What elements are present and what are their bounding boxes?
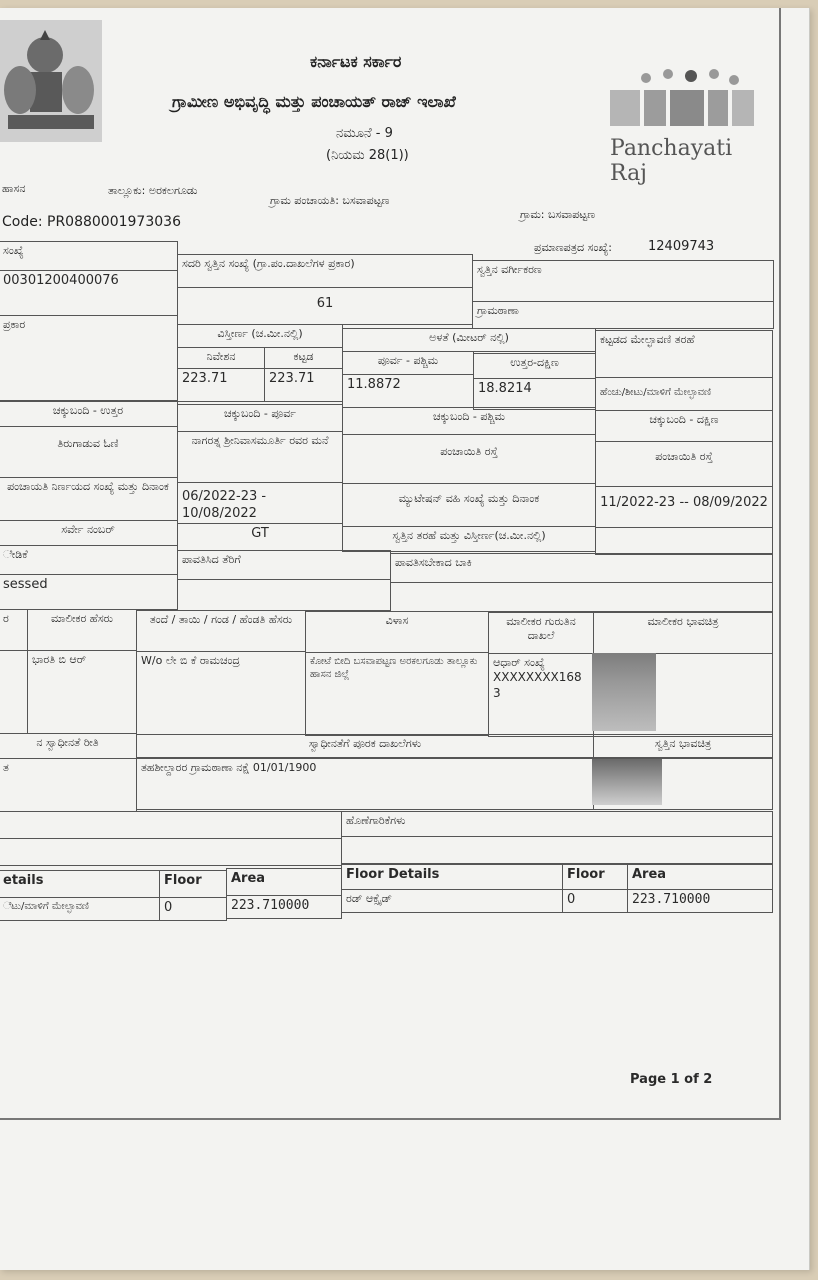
property-id-label: ಸಂಖ್ಯೆ [0, 241, 178, 271]
roof-label: ಕಟ್ಟಡದ ಮೇಲ್ಛಾವಣಿ ತರಹೆ [595, 330, 773, 378]
site-area-value: 223.71 [177, 368, 265, 402]
gram-panchayat: ಗ್ರಾಮ ಪಂಚಾಯತಿ: ಬಸವಾಪಟ್ಟಣ [270, 194, 390, 207]
boundary-north-value: ತಿರುಗಾಡುವ ಓಣಿ [0, 426, 178, 478]
survey-desc-value [595, 527, 773, 555]
east-west-value: 11.8872 [342, 374, 474, 408]
logo-text: Panchayati Raj [610, 136, 733, 186]
govt-title: ಕರ್ನಾಟಕ ಸರ್ಕಾರ [310, 52, 402, 71]
boundary-north-label: ಚಕ್ಕುಬಂದಿ - ಉತ್ತರ [0, 401, 178, 427]
tax-due-value [390, 582, 773, 612]
floor-right-r2: 0 [562, 889, 628, 913]
owner-photo [592, 653, 656, 731]
owner-col-id: ಮಾಲೀಕರ ಗುರುತಿನ ದಾಖಲೆ [488, 612, 594, 654]
property-photo-label: ಸ್ವತ್ತಿನ ಭಾವಚಿತ್ರ [593, 734, 773, 758]
karnataka-emblem-icon [0, 20, 102, 142]
property-photo [592, 759, 662, 805]
owner-col-sl: ರ [0, 609, 28, 651]
floor-right-h2: Floor [562, 864, 628, 890]
building-label: ಕಟ್ಟಡ [264, 347, 343, 369]
north-south-value: 18.8214 [473, 378, 596, 410]
acquisition-docs-label: ಸ್ವಾಧೀನತೆಗೆ ಪೂರಕ ದಾಖಲೆಗಳು [136, 734, 594, 758]
owner-col-father: ತಂದೆ / ತಾಯಿ / ಗಂಡ / ಹೆಂಡತಿ ಹೆಸರು [136, 610, 306, 652]
mutation-label: ಮ್ಯುಟೇಷನ್ ವಹಿ ಸಂಖ್ಯೆ ಮತ್ತು ದಿನಾಂಕ [342, 483, 596, 527]
boundary-south-label: ಚಕ್ಕುಬಂದಿ - ದಕ್ಷಿಣ [595, 410, 773, 442]
roof-value: ಹೆಂಚು/ಶೀಟು/ಮಾಳಿಗೆ ಮೇಲ್ಛಾವಣಿ [595, 377, 773, 411]
acquisition-label: ನ ಸ್ವಾಧೀನತೆ ರೀತಿ [0, 733, 137, 759]
property-class-label: ಸ್ವತ್ತಿನ ವರ್ಗೀಕರಣ [472, 260, 774, 302]
owner-col-name: ಮಾಲೀಕರ ಹೆಸರು [27, 609, 137, 651]
mutation-value: 11/2022-23 -- 08/09/2022 [595, 486, 773, 528]
property-no-label: ಸದರಿ ಸ್ವತ್ತಿನ ಸಂಖ್ಯೆ (ಗ್ರಾ.ಪಂ.ದಾಖಲೆಗಳ ಪ್ರಕಾರ) [177, 254, 473, 288]
floor-right-r3: 223.710000 [627, 889, 773, 913]
owner-id-type: ಆಧಾರ್ ಸಂಖ್ಯೆ [493, 656, 545, 669]
certificate-number: 12409743 [648, 239, 715, 254]
owner-father: W/o ಲೇ ಬಿ ಕೆ ರಾಮಚಂದ್ರ [136, 651, 306, 735]
property-no-value: 61 [177, 287, 473, 325]
floor-left-r1: ೆಟು/ಮಾಳಿಗೆ ಮೇಲ್ಛಾವಣಿ [0, 897, 160, 921]
dimension-label: ಅಳತೆ (ಮೀಟರ್ ನಲ್ಲಿ) [342, 328, 596, 352]
floor-left-r3: 223.710000 [226, 895, 342, 919]
document-page [0, 8, 810, 1270]
resolution-value: 06/2022-23 - 10/08/2022 [177, 482, 343, 524]
survey-desc-label: ಸ್ವತ್ತಿನ ತರಹೆ ಮತ್ತು ವಿಸ್ತೀರ್ಣ(ಚ.ಮೀ.ನಲ್ಲಿ) [342, 526, 596, 552]
tax-due-label: ಪಾವತಿಸಬೇಕಾದ ಬಾಕಿ [390, 553, 773, 583]
owner-id-value: XXXXXXXX1683 [493, 670, 582, 700]
dept-title: ಗ್ರಾಮೀಣ ಅಭಿವೃದ್ಧಿ ಮತ್ತು ಪಂಚಾಯತ್ ರಾಜ್ ಇಲಾಖೆ [172, 92, 456, 111]
tax-paid-label: ಪಾವತಿಸಿದ ತೆರಿಗೆ [177, 550, 391, 580]
property-class-value: ಗ್ರಾಮಠಾಣಾ [472, 301, 774, 329]
liabilities-left [0, 811, 342, 839]
survey-value: GT [177, 523, 343, 551]
floor-left-r2: 0 [159, 897, 227, 921]
area-label: ವಿಸ್ತೀರ್ಣ (ಚ.ಮೀ.ನಲ್ಲಿ) [177, 324, 343, 348]
code: Code: PR0880001973036 [2, 214, 181, 230]
taluk: ತಾಲ್ಲೂಕು: ಅರಕಲಗೂಡು [108, 184, 198, 197]
owner-address: ಕೋಟೆ ಬೀದಿ ಬಸವಾಪಟ್ಟಣ ಅರಕಲಗೂಡು ತಾಲ್ಲೂಕು ಹಾಸನ ಜಿಲ್ಲೆ [305, 652, 489, 736]
tax-assessed: sessed [0, 574, 178, 610]
building-area-value: 223.71 [264, 368, 343, 402]
acquisition-docs-value: ತಹಶೀಲ್ದಾರರ ಗ್ರಾಮಠಾಣಾ ನಕ್ಷೆ 01/01/1900 [136, 758, 594, 810]
owner-col-address: ವಿಳಾಸ [305, 611, 489, 653]
boundary-west-value: ಪಂಚಾಯಿತಿ ರಸ್ತೆ [342, 434, 596, 484]
floor-left-h2: Floor [159, 870, 227, 898]
owner-name: ಭಾರತಿ ಬಿ ಆರ್ [27, 650, 137, 734]
page-number: Page 1 of 2 [630, 1072, 713, 1087]
property-id-value: 00301200400076 [0, 270, 178, 316]
owner-sl [0, 650, 28, 734]
owner-col-photo: ಮಾಲೀಕರ ಭಾವಚಿತ್ರ [593, 612, 773, 654]
floor-right-h1: Floor Details [341, 864, 563, 890]
boundary-south-value: ಪಂಚಾಯಿತಿ ರಸ್ತೆ [595, 441, 773, 487]
resolution-label: ಪಂಚಾಯತಿ ನಿರ್ಣಯದ ಸಂಖ್ಯೆ ಮತ್ತು ದಿನಾಂಕ [0, 477, 178, 521]
rule-number: (ನಿಯಮ 28(1)) [326, 148, 409, 163]
liabilities-left-value [0, 838, 342, 866]
boundary-east-label: ಚಕ್ಕುಬಂದಿ - ಪೂರ್ವ [177, 404, 343, 432]
boundary-east-value: ನಾಗರತ್ನ ಶ್ರೀನಿವಾಸಮೂರ್ತಿ ರವರ ಮನೆ [177, 431, 343, 483]
boundary-west-label: ಚಕ್ಕುಬಂದಿ - ಪಶ್ಚಿಮ [342, 407, 596, 435]
tax-label: ೇಡಿಕೆ [0, 545, 178, 575]
district: ಹಾಸನ [2, 182, 26, 195]
floor-right-r1: ರಡ್ ಆಕ್ಸೈಡ್ [341, 889, 563, 913]
survey-label: ಸರ್ವೇ ನಂಬರ್ [0, 520, 178, 546]
site-label: ನಿವೇಶನ [177, 347, 265, 369]
form-number: ನಮೂನೆ - 9 [336, 126, 393, 141]
east-west-label: ಪೂರ್ವ - ಪಶ್ಚಿಮ [342, 351, 474, 375]
property-type-label: ಪ್ರಕಾರ [0, 315, 178, 401]
owner-id [488, 653, 594, 737]
certificate-label: ಪ್ರಮಾಣಪತ್ರದ ಸಂಖ್ಯೆ: [534, 241, 613, 254]
tax-paid-value [177, 579, 391, 611]
floor-left-h3: Area [226, 868, 342, 896]
liabilities-label: ಹೊಣೆಗಾರಿಕೆಗಳು [341, 811, 773, 837]
village: ಗ್ರಾಮ: ಬಸವಾಪಟ್ಟಣ [520, 208, 596, 221]
north-south-label: ಉತ್ತರ-ದಕ್ಷಿಣ [473, 353, 596, 379]
liabilities-value [341, 836, 773, 864]
acquisition-mode: ತ [0, 758, 137, 812]
floor-left-h1: etails [0, 870, 160, 898]
floor-right-h3: Area [627, 864, 773, 890]
